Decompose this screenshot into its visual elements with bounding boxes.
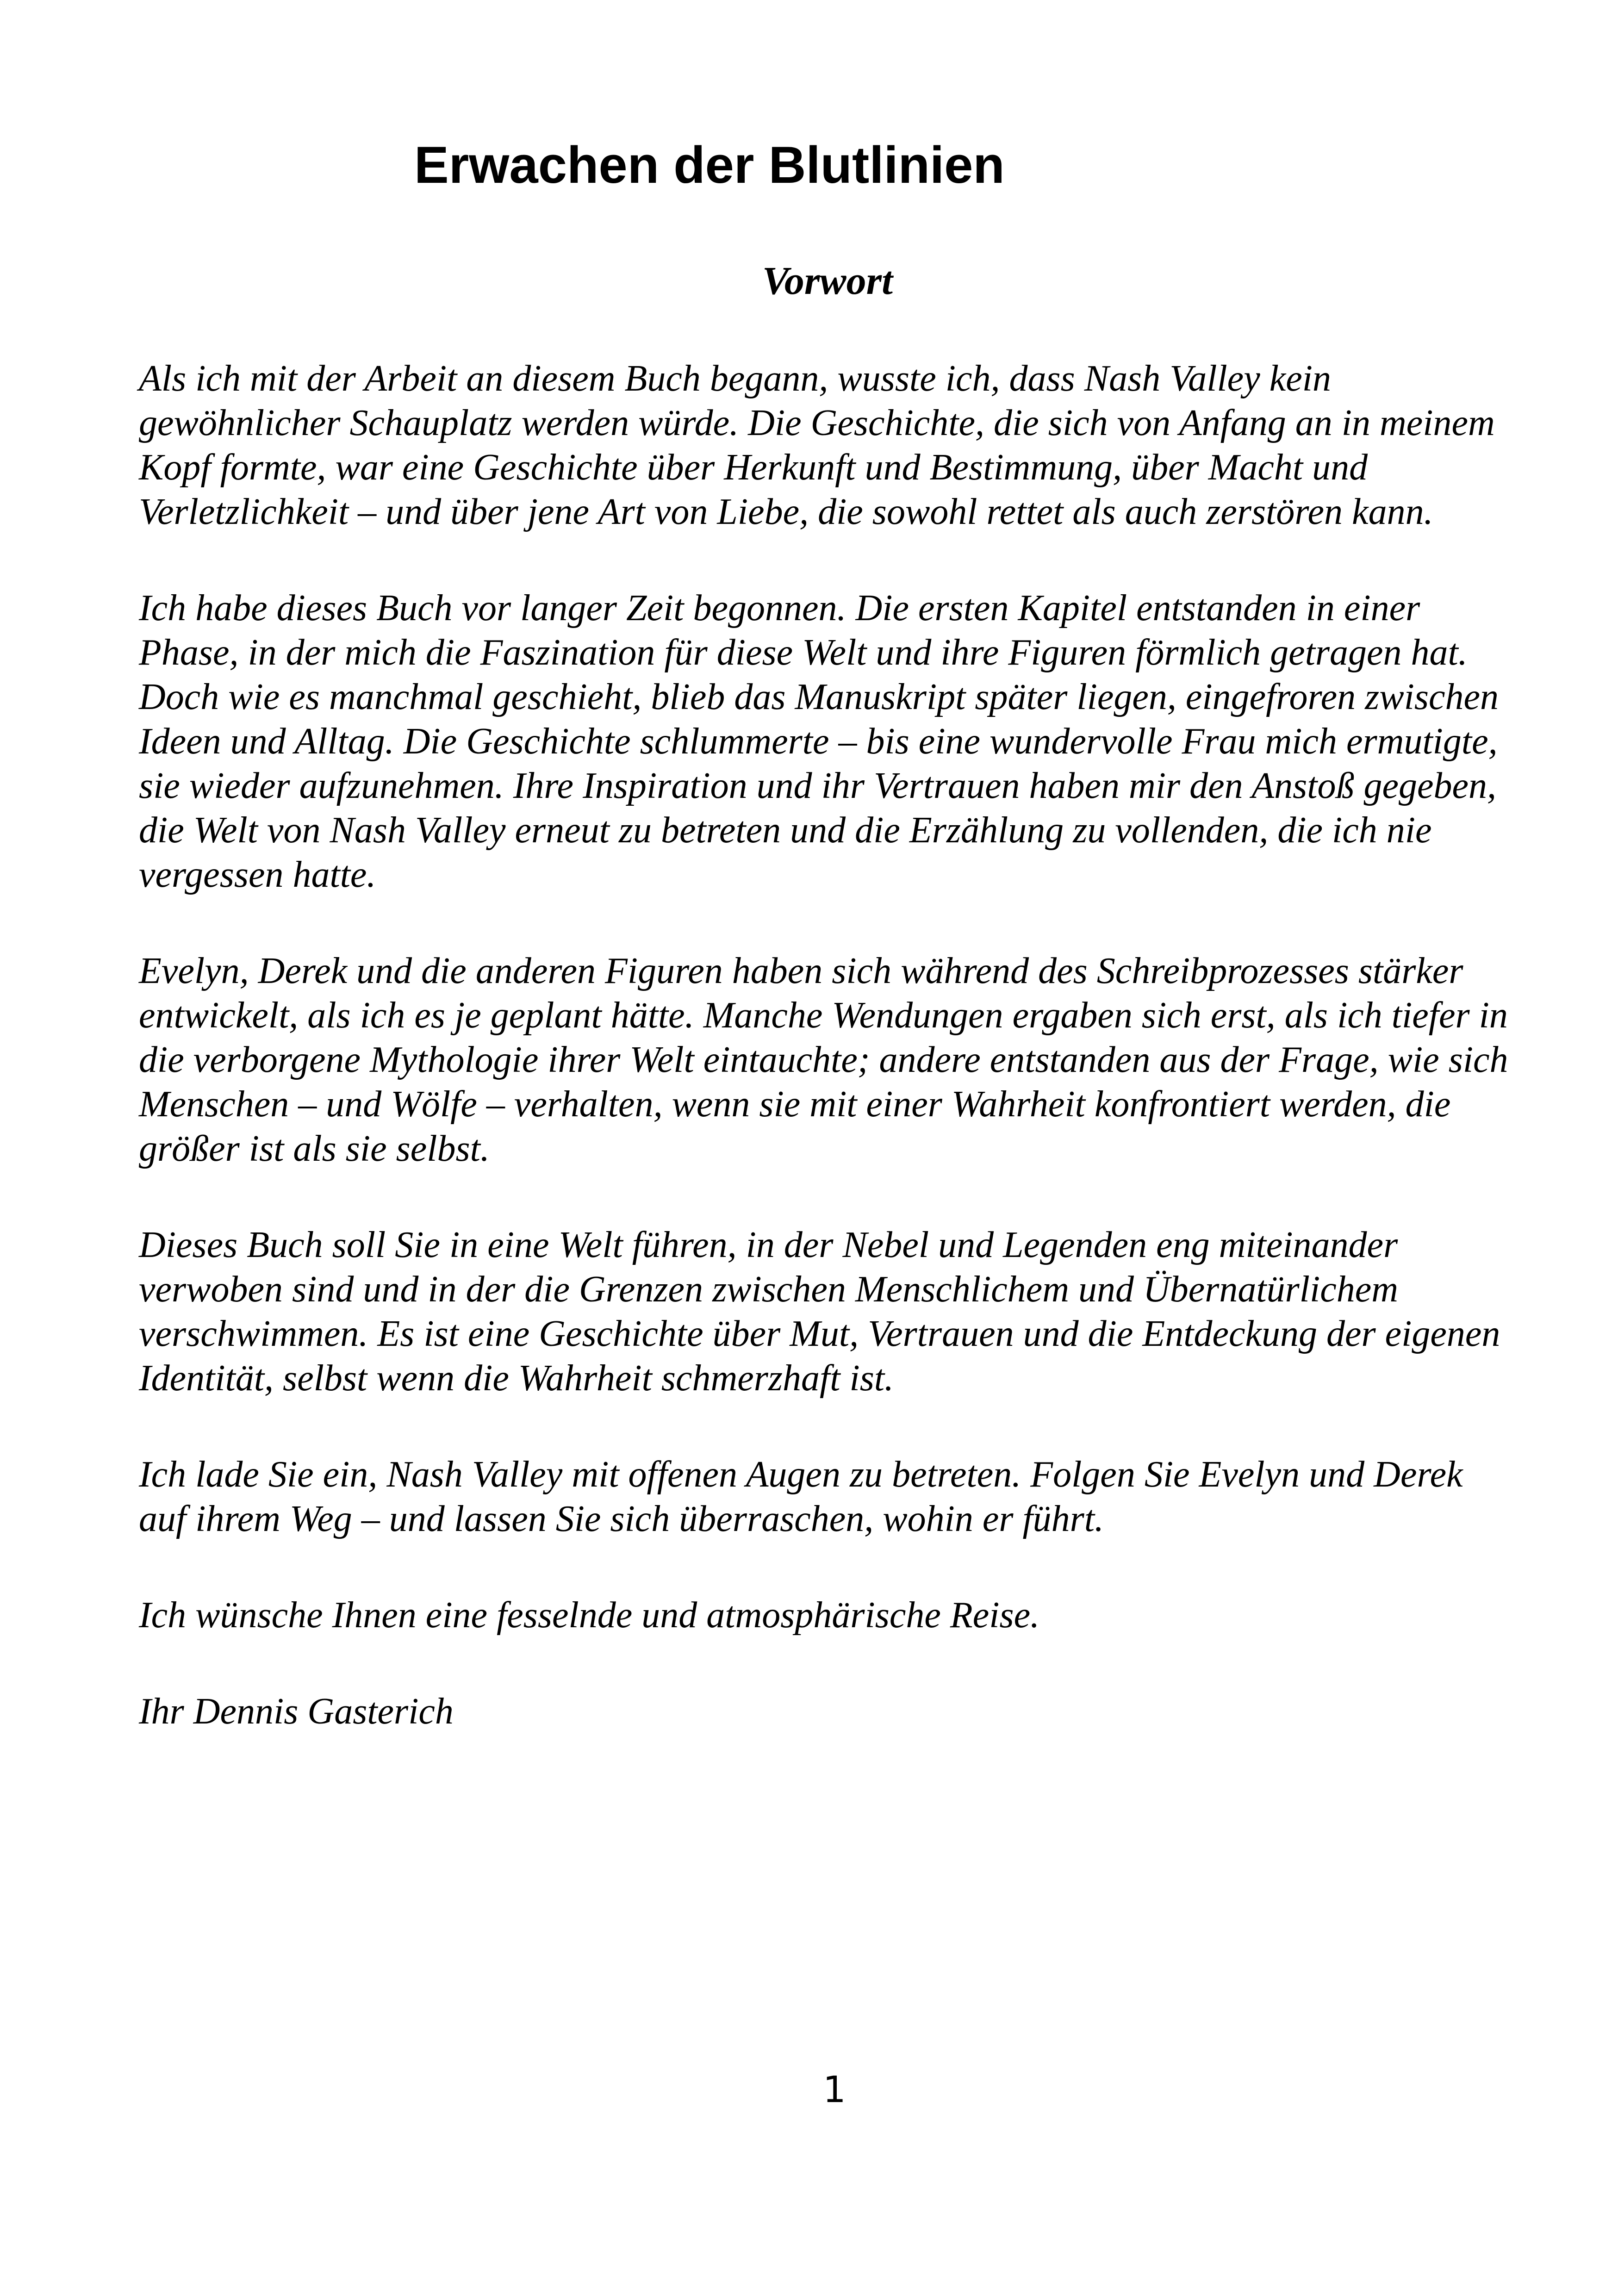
paragraph: Ich lade Sie ein, Nash Valley mit offenen Augen zu betreten. Folgen Sie Evelyn und Derek auf ihrem Weg – und lassen Sie sich überraschen, wohin er führt. xyxy=(139,1454,1463,1539)
paragraph: Als ich mit der Arbeit an diesem Buch begann, wusste ich, dass Nash Valley kein gewöhnlicher Schauplatz werden würde. Die Geschichte, die sich von Anfang an in meinem Kopf formte, war eine Geschichte über Herkunft und Bestimmung, über Macht und Verletzlichkeit – und über jene Art von Liebe, die sowohl rettet als auch zerstören kann. xyxy=(139,358,1495,532)
foreword-body xyxy=(139,356,1509,1734)
paragraph: Ich habe dieses Buch vor langer Zeit begonnen. Die ersten Kapitel entstanden in einer Phase, in der mich die Faszination für diese Welt und ihre Figuren förmlich getragen hat. Doch wie es manchmal geschieht, blieb das Manuskript später liegen, eingefroren zwischen Ideen und Alltag. Die Geschichte schlummerte – bis eine wundervolle Frau mich ermutigte, sie wieder aufzunehmen. Ihre Inspiration und ihr Vertrauen haben mir den Anstoß gegeben, die Welt von Nash Valley erneut zu betreten und die Erzählung zu vollenden, die ich nie vergessen hatte. xyxy=(139,588,1499,895)
page-number: 1 xyxy=(823,2069,846,2111)
signature: Ihr Dennis Gasterich xyxy=(139,1691,454,1732)
section-heading: Vorwort xyxy=(762,258,893,303)
document-title: Erwachen der Blutlinien xyxy=(414,136,1005,194)
paragraph: Evelyn, Derek und die anderen Figuren haben sich während des Schreibprozesses stärker entwickelt, als ich es je geplant hätte. Manche Wendungen ergaben sich erst, als ich tiefer in die verborgene Mythologie ihrer Welt eintauchte; andere entstanden aus der Frage, wie sich Menschen – und Wölfe – verhalten, wenn sie mit einer Wahrheit konfrontiert werden, die größer ist als sie selbst. xyxy=(139,951,1508,1169)
paragraph: Ich wünsche Ihnen eine fesselnde und atmosphärische Reise. xyxy=(139,1595,1040,1636)
paragraph: Dieses Buch soll Sie in eine Welt führen, in der Nebel und Legenden eng miteinander verwoben sind und in der die Grenzen zwischen Menschlichem und Übernatürlichem verschwimmen. Es ist eine Geschichte über Mut, Vertrauen und die Entdeckung der eigenen Identität, selbst wenn die Wahrheit schmerzhaft ist. xyxy=(139,1225,1500,1399)
